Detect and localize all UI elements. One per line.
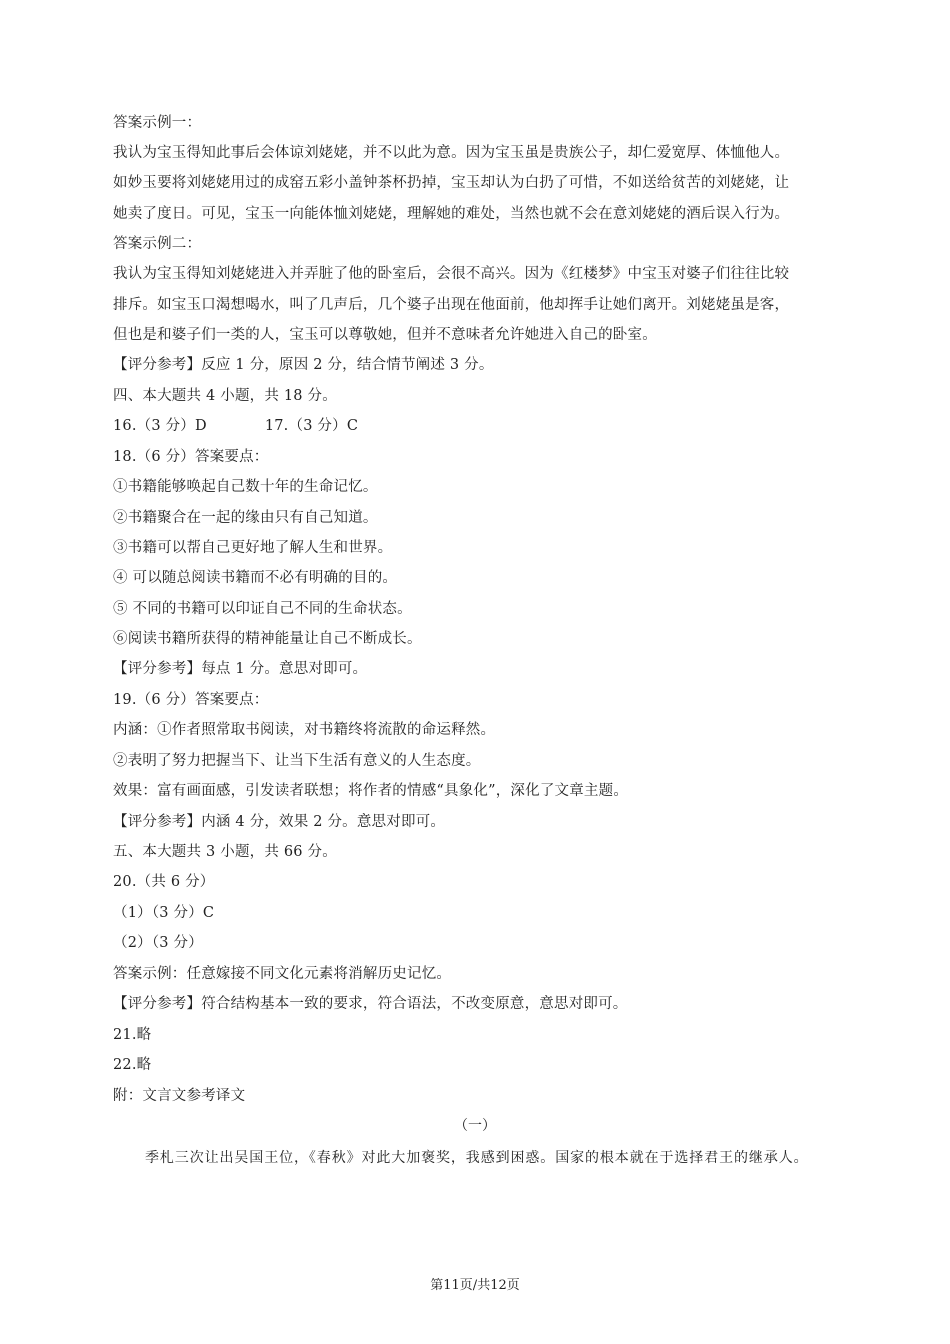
scoring-reference: 【评分参考】每点 1 分。意思对即可。 [113,661,368,677]
text-line: 但也是和婆子们一类的人，宝玉可以尊敬她，但并不意味者允许她进入自己的卧室。 [113,327,657,343]
section-heading: 四、本大题共 4 小题，共 18 分。 [113,388,337,404]
page-footer: 第11页/共12页 [430,1278,520,1293]
translation-line: 季札三次让出吴国王位，《春秋》对此大加褒奖，我感到困惑。国家的根本就在于选择君王的继承人。 [145,1150,809,1166]
answer-row-16-17 [113,417,358,435]
text-line: 21.略 [113,1027,152,1043]
answer-point: ③书籍可以帮自己更好地了解人生和世界。 [113,540,393,556]
scoring-reference: 【评分参考】反应 1 分，原因 2 分，结合情节阐述 3 分。 [113,357,494,373]
text-line: 排斥。如宝玉口渴想喝水，叫了几声后，几个婆子出现在他面前，他却挥手让她们离开。刘姥姥虽是客， [113,297,790,313]
text-line: 她卖了度日。可见，宝玉一向能体恤刘姥姥，理解她的难处，当然也就不会在意刘姥姥的酒后误入行为。 [113,206,790,222]
question-19-heading: 19.（6 分）答案要点： [113,692,269,708]
text-line: ②表明了努力把握当下、让当下生活有意义的人生态度。 [113,753,481,769]
answer-point: ⑤ 不同的书籍可以印证自己不同的生命状态。 [113,601,412,617]
answer-example-1-label: 答案示例一： [113,115,202,131]
answer-point: ④ 可以随总阅读书籍而不必有明确的目的。 [113,570,398,586]
text-line: 效果：富有画面感，引发读者联想；将作者的情感“具象化”，深化了文章主题。 [113,783,629,799]
text-line: 22.略 [113,1057,152,1073]
answer-16: 16.（3 分）D [113,418,207,434]
appendix-heading: 附：文言文参考译文 [113,1088,246,1104]
scoring-reference: 【评分参考】内涵 4 分，效果 2 分。意思对即可。 [113,814,446,830]
text-line: （2）（3 分） [113,935,203,951]
question-20-heading: 20.（共 6 分） [113,874,215,890]
text-line: （1）（3 分）C [113,905,215,921]
answer-17: 17.（3 分）C [264,418,359,434]
question-18-heading: 18.（6 分）答案要点： [113,449,269,465]
text-line: 内涵：①作者照常取书阅读，对书籍终将流散的命运释然。 [113,722,496,738]
text-line: 如妙玉要将刘姥姥用过的成窑五彩小盖钟茶杯扔掉，宝玉却认为白扔了可惜，不如送给贫苦的刘姥姥，让 [113,175,790,191]
text-line: 我认为宝玉得知此事后会体谅刘姥姥，并不以此为意。因为宝玉虽是贵族公子，却仁爱宽厚、体恤他人。 [113,145,790,161]
answer-example-2-label: 答案示例二： [113,236,202,252]
scoring-reference: 【评分参考】符合结构基本一致的要求，符合语法，不改变原意，意思对即可。 [113,996,628,1012]
section-marker: （一） [454,1118,496,1134]
answer-point: ②书籍聚合在一起的缘由只有自己知道。 [113,510,378,526]
text-line: 答案示例：任意嫁接不同文化元素将消解历史记忆。 [113,966,452,982]
answer-point: ①书籍能够唤起自己数十年的生命记忆。 [113,479,378,495]
section-heading: 五、本大题共 3 小题，共 66 分。 [113,844,337,860]
text-line: 我认为宝玉得知刘姥姥进入并弄脏了他的卧室后，会很不高兴。因为《红楼梦》中宝玉对婆子们往往比较 [113,266,790,282]
answer-point: ⑥阅读书籍所获得的精神能量让自己不断成长。 [113,631,422,647]
